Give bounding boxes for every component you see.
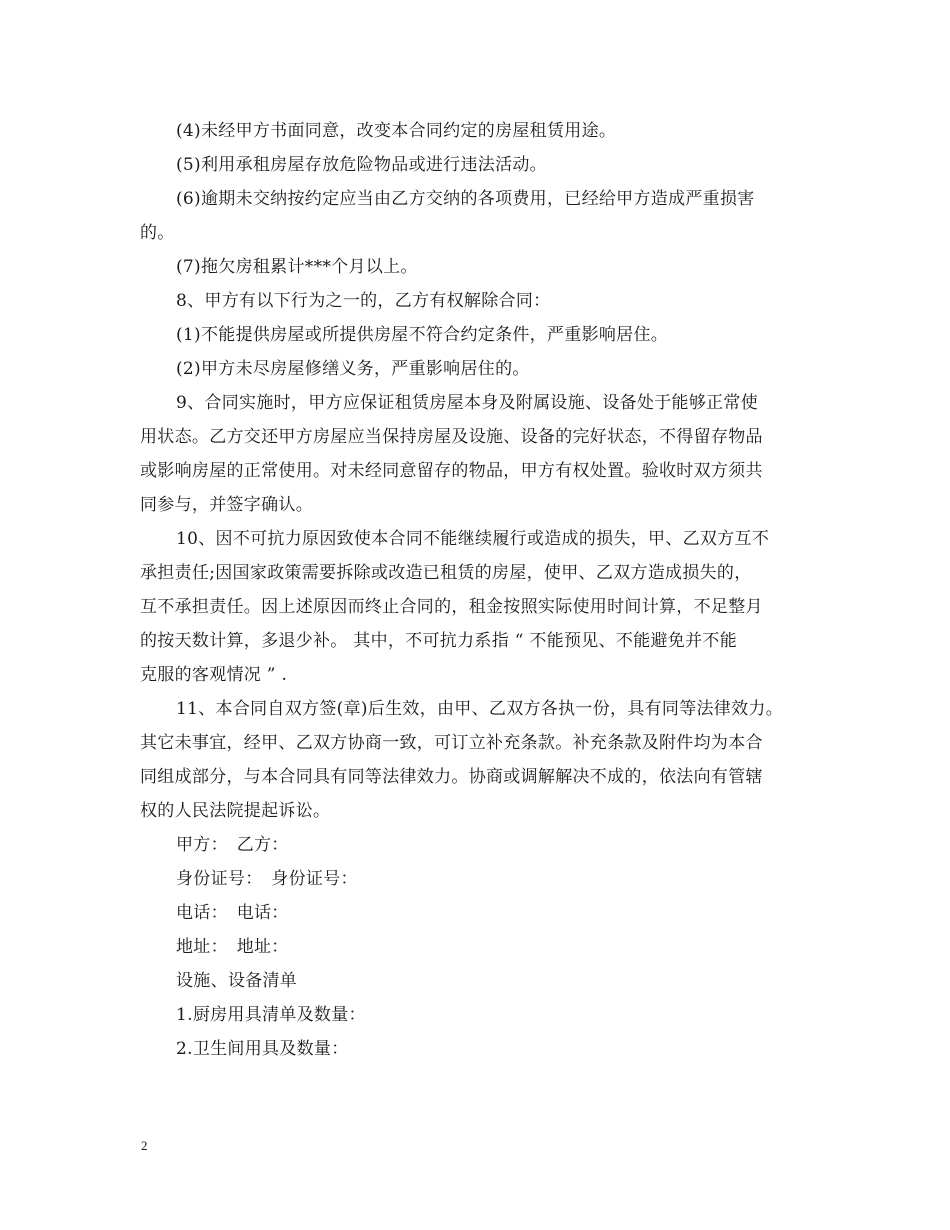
text-line: (1)不能提供房屋或所提供房屋不符合约定条件，严重影响居住。 [176,325,669,345]
text-line: 同参与，并签字确认。 [140,495,313,515]
text-line: (4)未经甲方书面同意，改变本合同约定的房屋租赁用途。 [176,121,617,141]
text-line: 同组成部分，与本合同具有同等法律效力。协商或调解解决不成的，依法向有管辖 [140,767,763,787]
document-body [140,114,830,1066]
text-line: 甲方： 乙方： [176,835,289,855]
text-line: 设施、设备清单 [176,971,298,991]
text-line: 承担责任;因国家政策需要拆除或改造已租赁的房屋，使甲、乙双方造成损失的， [140,563,752,583]
text-line: (2)甲方未尽房屋修缮义务，严重影响居住的。 [176,359,530,379]
text-line: (7)拖欠房租累计***个月以上。 [176,257,418,277]
text-line: 其它未事宜，经甲、乙双方协商一致，可订立补充条款。补充条款及附件均为本合 [140,733,763,753]
text-line: (5)利用承租房屋存放危险物品或进行违法活动。 [176,155,547,175]
text-line: 用状态。乙方交还甲方房屋应当保持房屋及设施、设备的完好状态，不得留存物品 [140,427,763,447]
text-line: 的按天数计算，多退少补。 其中，不可抗力系指 “ 不能预见、不能避免并不能 [140,631,738,651]
text-line: 8、甲方有以下行为之一的，乙方有权解除合同： [176,291,551,311]
text-line: 11、本合同自双方签(章)后生效，由甲、乙双方各执一份，具有同等法律效力。 [176,699,783,719]
text-line: 2.卫生间用具及数量： [176,1039,349,1059]
text-line: 地址： 地址： [176,937,289,957]
text-line: 权的人民法院提起诉讼。 [140,801,331,821]
text-line: 互不承担责任。因上述原因而终止合同的，租金按照实际使用时间计算，不足整月 [140,597,763,617]
text-line: 10、因不可抗力原因致使本合同不能继续履行或造成的损失，甲、乙双方互不 [176,529,770,549]
text-line: 或影响房屋的正常使用。对未经同意留存的物品，甲方有权处置。验收时双方须共 [140,461,763,481]
page-number: 2 [141,1138,148,1153]
text-line: (6)逾期未交纳按约定应当由乙方交纳的各项费用，已经给甲方造成严重损害 [176,189,755,209]
text-line: 9、合同实施时，甲方应保证租赁房屋本身及附属设施、设备处于能够正常使 [176,393,759,413]
text-line: 克服的客观情况 ” . [140,665,288,685]
text-line: 的。 [140,223,175,243]
text-line: 1.厨房用具清单及数量： [176,1005,366,1025]
text-line: 电话： 电话： [176,903,289,923]
text-line: 身份证号： 身份证号： [176,869,358,889]
